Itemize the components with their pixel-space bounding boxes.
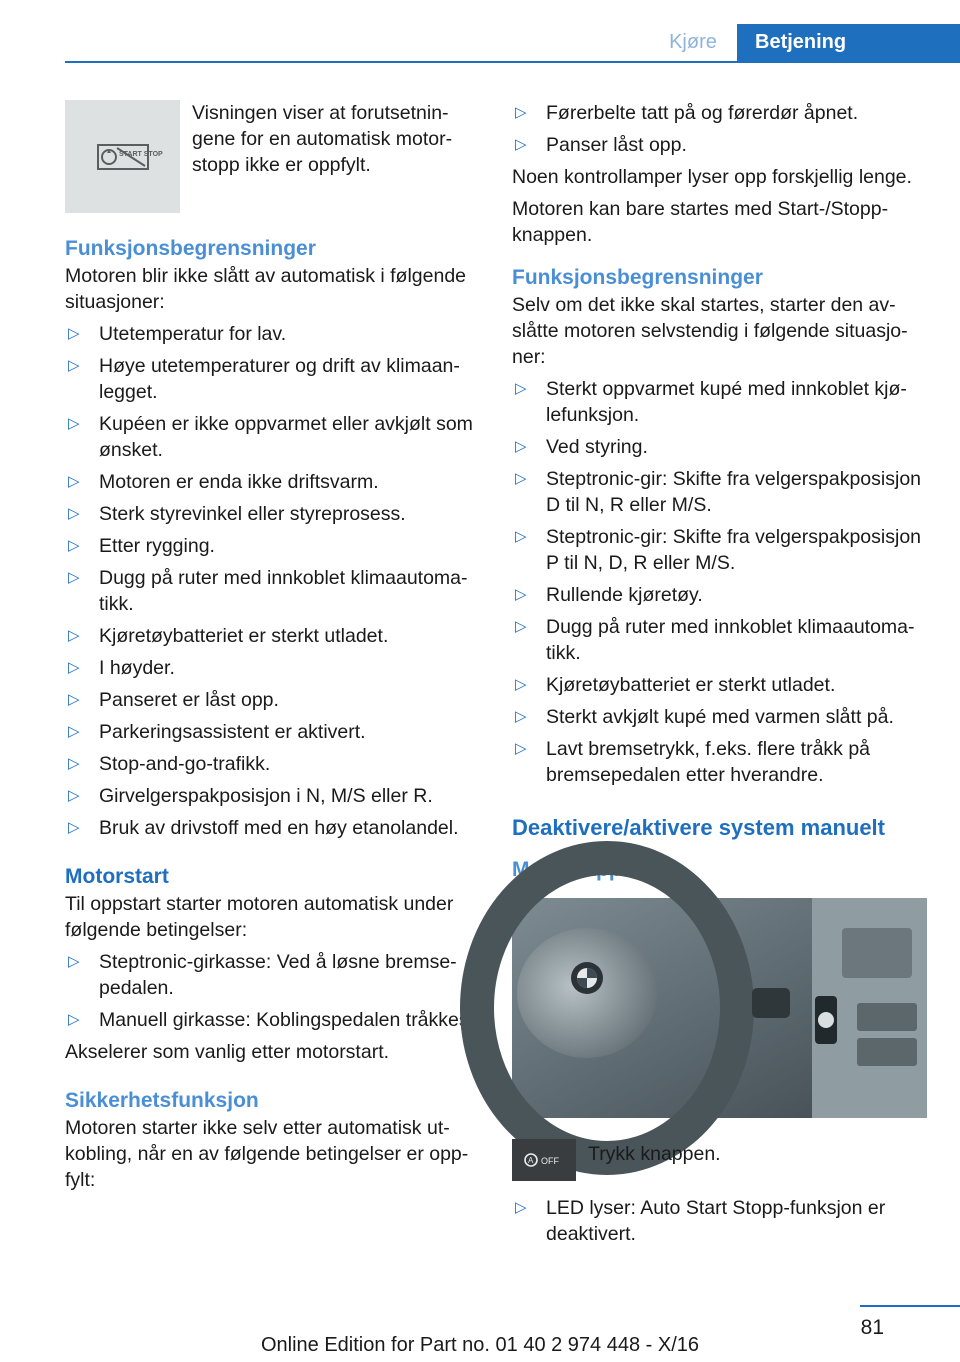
list-item-text: I høyder. [99,657,175,679]
left-func-intro: Motoren blir ikke slått av automatisk i følgende situasjoner: [65,265,467,313]
motorstart-heading: Motorstart [65,865,169,888]
list-item-text: Dugg på ruter med innkoblet klimaautomatikk. [546,616,915,664]
list-item [512,1195,930,1247]
list-item [512,614,930,666]
list-item-text: Sterkt avkjølt kupé med varmen slått på. [546,706,894,728]
left-func-list [65,321,480,841]
bullet-icon: ▷ [68,953,80,970]
list-item [65,655,480,681]
bullet-icon: ▷ [515,380,527,397]
list-item [65,623,480,649]
list-item [65,565,480,617]
motorstart-outro: Akselerer som vanlig etter motorstart. [65,1041,390,1063]
list-item-text: Kupéen er ikke oppvarmet eller avkjølt som ønsket. [99,413,473,461]
header-chapter: Betjening [737,24,960,61]
right-column [512,100,930,1253]
safety-list [512,100,930,158]
bullet-icon: ▷ [68,357,80,374]
list-item [65,501,480,527]
list-item-text: Sterkt oppvarmet kupé med innkoblet kjølefunksjon. [546,378,907,426]
list-item-text: LED lyser: Auto Start Stopp-funksjon er deaktivert. [546,1197,886,1245]
list-item [65,719,480,745]
bullet-icon: ▷ [68,691,80,708]
list-item [512,100,930,126]
footer-rule [860,1305,960,1307]
bullet-icon: ▷ [515,136,527,153]
safety-intro: Motoren starter ikke selv etter automatisk utkobling, når en av følgende betingelser er oppfylt: [65,1117,469,1191]
bullet-icon: ▷ [68,723,80,740]
list-item [512,672,930,698]
bullet-icon: ▷ [68,325,80,342]
list-item [65,949,480,1001]
footer-edition: Online Edition for Part no. 01 40 2 974 448 - X/16 [260,1334,700,1356]
header-rule [65,61,960,63]
motorstart-intro: Til oppstart starter motoren automatisk under følgende betingelser: [65,893,454,941]
list-item-text: Etter rygging. [99,535,215,557]
right-text-1: Noen kontrollamper lyser opp forskjellig lenge. [512,166,912,188]
button-heading: Med knapp [512,858,622,881]
motorstart-list [65,949,480,1033]
list-item-text: Kjøretøybatteriet er sterkt utladet. [99,625,389,647]
bullet-icon: ▷ [515,708,527,725]
list-item [512,524,930,576]
header-section: Kjøre [669,31,717,53]
bullet-icon: ▷ [68,659,80,676]
list-item [65,353,480,405]
list-item-text: Manuell girkasse: Koblingspedalen tråkkes. [99,1009,475,1031]
svg-text:A: A [528,1156,534,1165]
bullet-icon: ▷ [68,627,80,644]
list-item [512,704,930,730]
list-item [512,132,930,158]
list-item-text: Høye utetemperaturer og drift av klimaanlegget. [99,355,460,403]
bullet-icon: ▷ [515,618,527,635]
list-item-text: Førerbelte tatt på og førerdør åpnet. [546,102,859,124]
right-func-list [512,376,930,788]
list-item [65,751,480,777]
led-list [512,1195,930,1247]
right-text-2: Motoren kan bare startes med Start-/Stopp-knappen. [512,198,889,246]
list-item [65,321,480,347]
list-item-text: Utetemperatur for lav. [99,323,287,345]
button-caption: Trykk knappen. [588,1143,721,1165]
left-func-heading: Funksjonsbegrensninger [65,237,316,260]
list-item-text: Sterk styrevinkel eller styreprosess. [99,503,406,525]
bullet-icon: ▷ [68,787,80,804]
list-item-text: Steptronic-girkasse: Ved å løsne bremsepedalen. [99,951,457,999]
bullet-icon: ▷ [515,1199,527,1216]
bullet-icon: ▷ [68,755,80,772]
bullet-icon: ▷ [515,740,527,757]
icon-caption: Visningen viser at forutsetningene for en automatisk motorstopp ikke er oppfylt. [192,102,453,176]
list-item-text: Ved styring. [546,436,648,458]
list-item [512,736,930,788]
bullet-icon: ▷ [68,415,80,432]
bullet-icon: ▷ [68,569,80,586]
safety-heading: Sikkerhetsfunksjon [65,1089,259,1112]
list-item-text: Steptronic-gir: Skifte fra velgerspakposisjon D til N, R eller M/S. [546,468,922,516]
bullet-icon: ▷ [68,819,80,836]
bullet-icon: ▷ [515,104,527,121]
list-item [512,376,930,428]
list-item-text: Panser låst opp. [546,134,687,156]
left-column [65,100,480,1199]
bullet-icon: ▷ [68,1011,80,1028]
bullet-icon: ▷ [68,505,80,522]
list-item-text: Lavt bremsetrykk, f.eks. flere tråkk på bremsepedalen etter hverandre. [546,738,871,786]
list-item [512,434,930,460]
list-item-text: Rullende kjøretøy. [546,584,703,606]
bullet-icon: ▷ [515,438,527,455]
button-label: OFF [541,1156,559,1166]
right-func-intro: Selv om det ikke skal startes, starter den avslåtte motoren selvstendig i følgende situasjoner: [512,294,908,368]
list-item [65,411,480,463]
list-item [65,533,480,559]
bullet-icon: ▷ [515,586,527,603]
icon-row [65,100,480,213]
list-item [512,466,930,518]
list-item-text: Dugg på ruter med innkoblet klimaautomatikk. [99,567,468,615]
list-item-text: Kjøretøybatteriet er sterkt utladet. [546,674,836,696]
auto-start-stop-off-button-icon [512,1139,576,1181]
list-item [65,469,480,495]
list-item-text: Bruk av drivstoff med en høy etanolandel. [99,817,459,839]
list-item [65,687,480,713]
list-item [65,1007,480,1033]
page-number: 81 [860,1316,884,1339]
list-item [512,582,930,608]
bullet-icon: ▷ [68,473,80,490]
bullet-icon: ▷ [515,528,527,545]
button-row [512,1139,930,1181]
list-item-text: Panseret er låst opp. [99,689,279,711]
bullet-icon: ▷ [515,676,527,693]
auto-start-stop-icon [65,100,180,213]
list-item [65,815,480,841]
list-item-text: Steptronic-gir: Skifte fra velgerspakposisjon P til N, D, R eller M/S. [546,526,922,574]
icon-label: START STOP [118,150,163,158]
bullet-icon: ▷ [68,537,80,554]
manual-heading: Deaktivere/aktivere system manuelt [512,815,885,840]
right-func-heading: Funksjonsbegrensninger [512,266,763,289]
list-item-text: Girvelgerspakposisjon i N, M/S eller R. [99,785,433,807]
list-item-text: Parkeringsassistent er aktivert. [99,721,366,743]
bullet-icon: ▷ [515,470,527,487]
list-item-text: Motoren er enda ikke driftsvarm. [99,471,379,493]
list-item [65,783,480,809]
list-item-text: Stop-and-go-trafikk. [99,753,271,775]
steering-wheel-photo [512,898,927,1118]
